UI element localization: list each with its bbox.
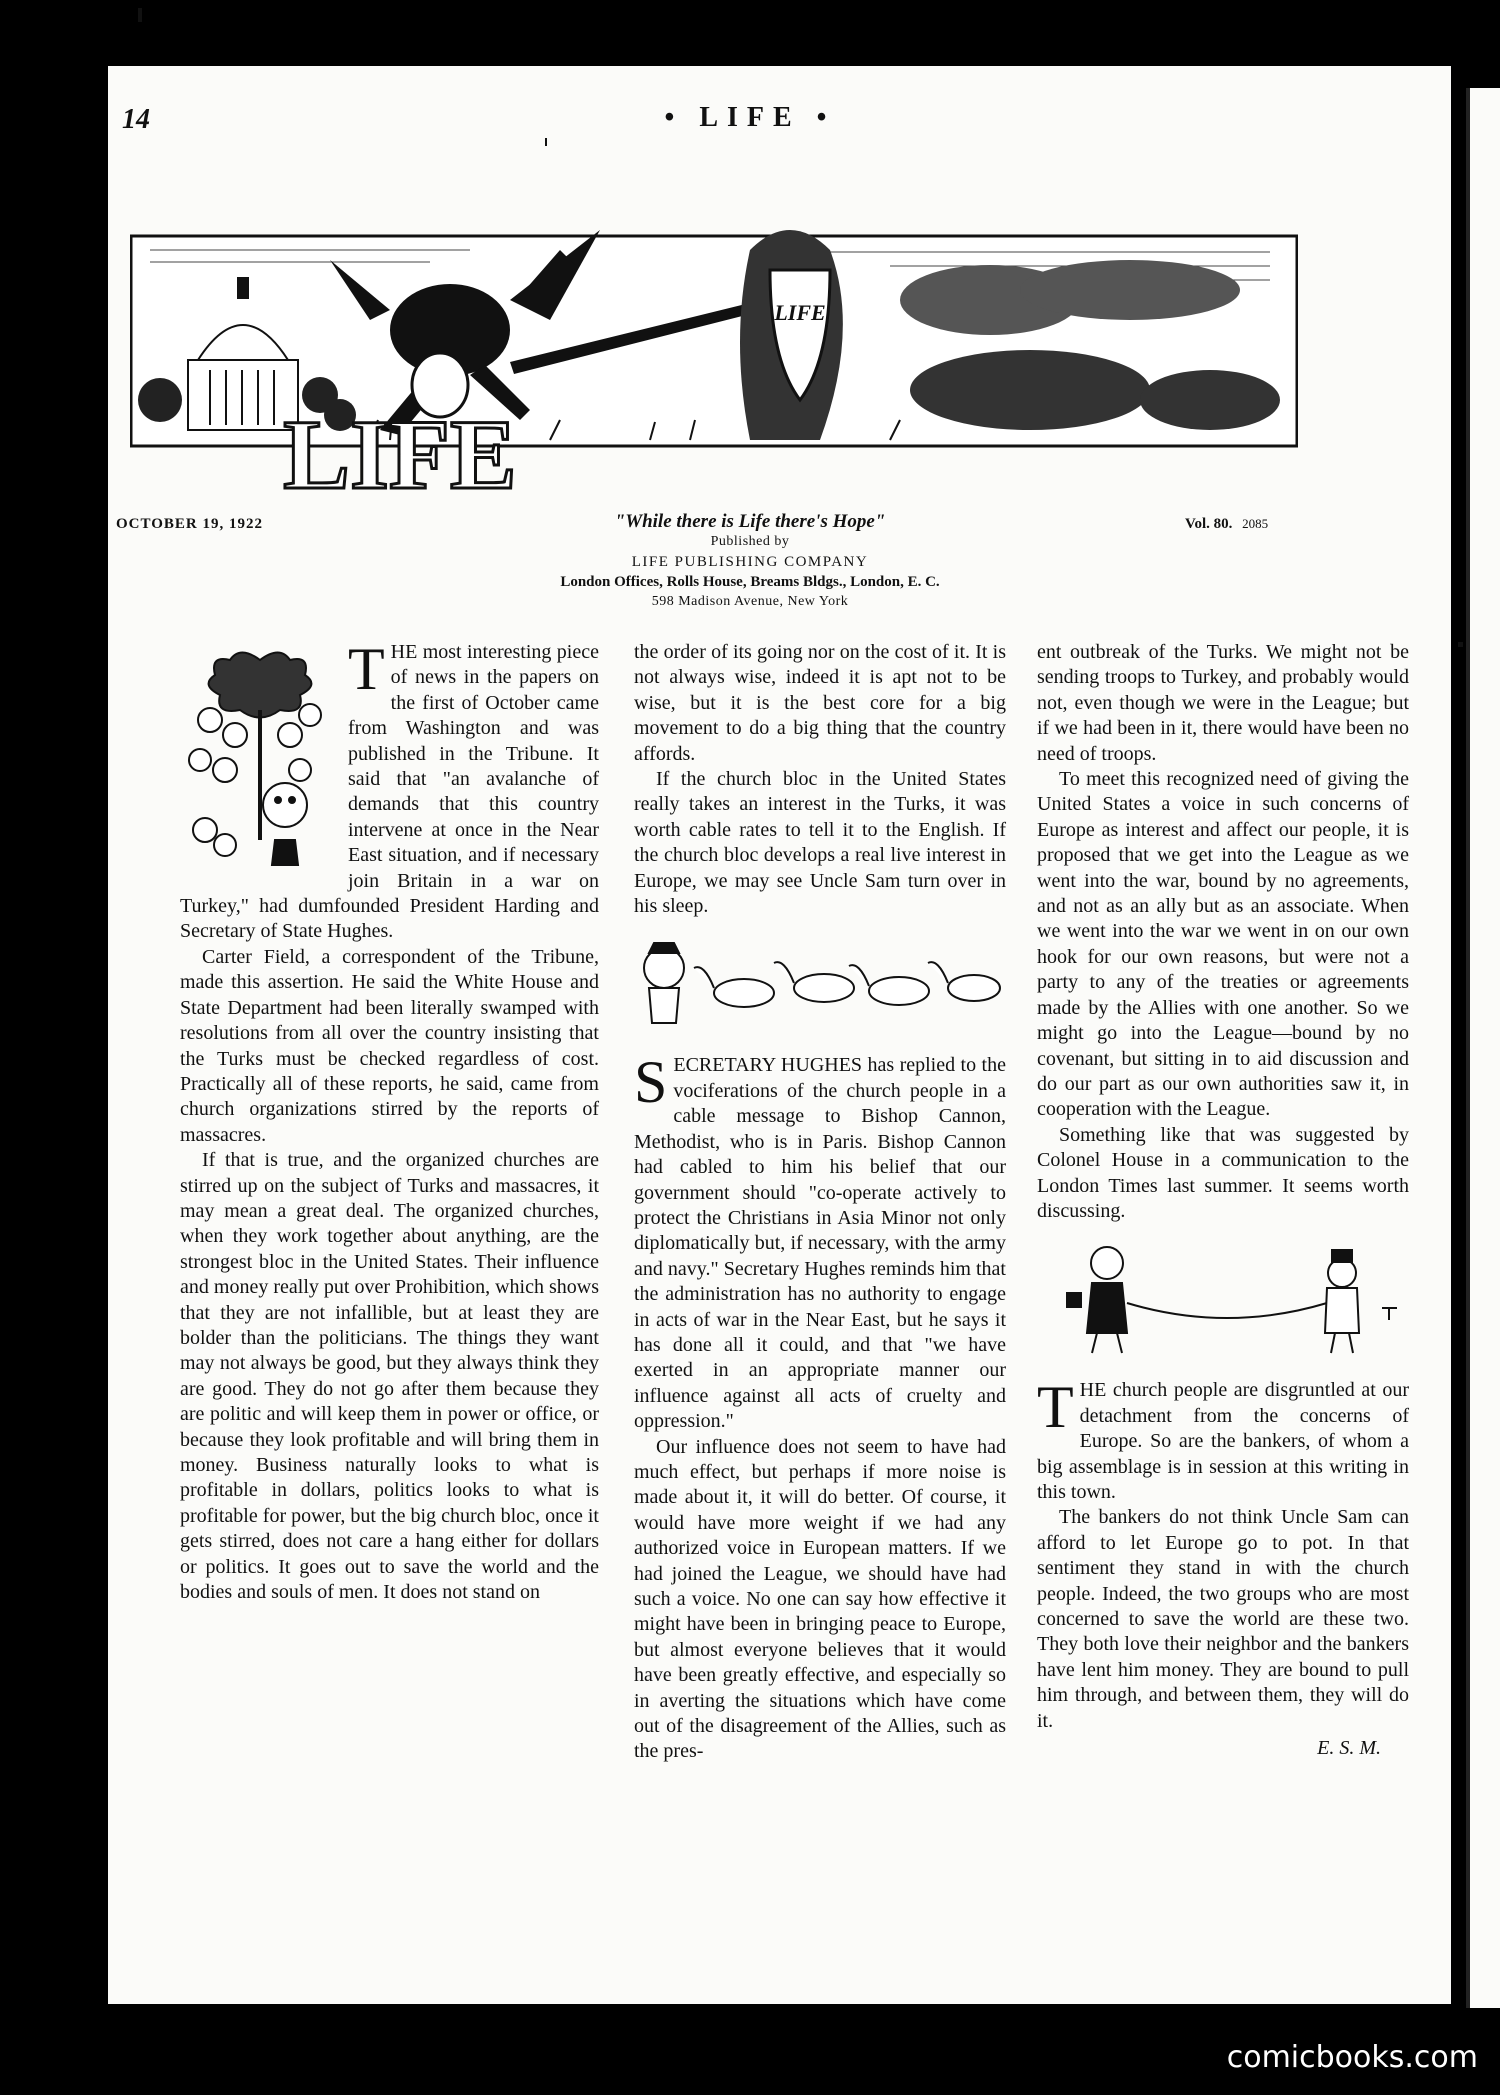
article-column-2 [634,640,1006,1765]
watermark: comicbooks.com [1226,2040,1478,2075]
paragraph: the order of its going nor on the cost of it. It is not always wise, indeed it is apt not to be wise, but it is the best core for a big movement to do a big thing that the country affords. [634,641,1006,765]
shield-label: LIFE [774,300,826,325]
published-by: Published by [710,534,790,549]
motto: "While there is Life there's Hope" [614,511,886,532]
publisher-name: LIFE PUBLISHING COMPANY [631,554,869,570]
boy-apple-tree-illustration [180,640,340,870]
issue-number: 2085 [1242,516,1269,531]
scan-speck [1458,642,1463,647]
adjacent-page-edge [1466,88,1500,2008]
new-york-address: 598 Madison Avenue, New York [651,594,849,609]
paragraph: To meet this recognized need of giving the United States a voice in such concerns of Europe as interest and affect our people, it is proposed that we get into the League as we went into the war, bound by no agreements, and not as an ally but as an associate. When we went into the war we went in on our own hook for our own reasons, but were not a party to any of the treaties or agreements made by the Allies with one another. So we might go into the League—bound by no covenant, but sitting in to aid discussion and do our part as our own authorities saw it, in cooperation with the League. [1037,768,1409,1121]
volume-label: Vol. 80. [1185,516,1233,532]
paragraph: HE church people are disgruntled at our detachment from the concerns of Europe. So are the bankers, of whom a big assemblage is in session at this writing in this town. [1037,1379,1409,1503]
scan-speck [138,8,142,22]
paragraph: If the church bloc in the United States really takes an interest in the Turks, it was worth cable rates to tell it to the English. If the church bloc develops a real live interest in Europe, we may see Uncle Sam turn over in his sleep. [634,768,1006,918]
drop-cap: T [348,636,385,702]
masthead-center [0,512,1500,612]
drop-cap: S [634,1049,668,1116]
knight-figure [740,230,843,440]
article-column-3 [1037,640,1409,1761]
paragraph: Our influence does not seem to have had much effect, but perhaps if more noise is made about it, it will do better. Of course, it would have more weight if we had any authorized voice in European matters. If we had joined the League, we should have had such a voice. No one can say how effective it might have been in bringing peace to Europe, but almost everyone believes that it would have been greatly effective, and especially so in averting the situations which have come out of the disagreement of the Allies, such as the pres- [634,1435,1006,1763]
running-title: • LIFE • [664,102,836,133]
drop-cap: T [1037,1374,1074,1441]
goose-procession-illustration [634,933,1006,1033]
author-signature: E. S. M. [1317,1737,1381,1760]
scan-speck [545,138,547,146]
telephone-figures-illustration [1037,1238,1409,1358]
paragraph: ent outbreak of the Turks. We might not be sending troops to Turkey, and probably would not, even though we were in the League; but if we had been in it, there would have been no need of troops. [1037,641,1409,765]
paragraph: HE most interesting piece of news in the papers on the first of October came from Washington and was published in the Tribune. It said that "an avalanche of demands that this country intervene at once in the Near East situation, and if necessary join Britain in a war on Turkey," had dumfounded President Harding and Secretary of State Hughes. [180,641,599,943]
page-number: 14 [122,104,150,135]
paragraph: Something like that was suggested by Colonel House in a communication to the London Times last summer. It seems worth discussing. [1037,1123,1409,1222]
life-banner-illustration [130,170,1298,516]
paragraph: The bankers do not think Uncle Sam can afford to let Europe go to pot. In that sentiment they stand in with the church people. Indeed, the two groups who are most concerned to save the world are these two. They both love their neighbor and the bankers have lent him money. They are bound to pull him through, and between them, they will do it. [1037,1506,1409,1732]
issue-date: OCTOBER 19, 1922 [116,516,263,532]
life-logo: LIFE [283,399,517,510]
paragraph: Carter Field, a correspondent of the Tribune, made this assertion. He said the White House and State Department had been literally swamped with resolutions from all over the country insisting that the Turks must be checked regardless of cost. Practically all of these reports, he said, came from church organizations stirred by the reports of massacres. [180,945,599,1146]
paragraph: ECRETARY HUGHES has replied to the vociferations of the church people in a cable message to Bishop Cannon, Methodist, who is in Paris. Bishop Cannon had cabled to him his belief that our government should "co-operate actively to protect the Christians in Asia Minor not only diplomatically but, if necessary, with the army and navy." Secretary Hughes reminds him that the administration has no authority to engage in acts of war in the Near East, but he says it has done all it could, and that "we have exerted in an appropriate manner our influence against all acts of cruelty and oppression." [634,1054,1006,1433]
article-column-1 [180,636,599,1605]
london-address: London Offices, Rolls House, Breams Bldgs., London, E. C. [560,574,940,590]
paragraph: If that is true, and the organized churches are stirred up on the subject of Turks and massacres, it may mean a great deal. The organized churches, when they work together about anything, are the strongest bloc in the United States. Their influence and money really put over Prohibition, which shows that they are not infallible, but at least they are bolder than the politicians. The things they want may not always be good, but they always think they are good. They do not go after them because they are politic and will keep them in power or office, or because they look profitable and will bring them in money. Business naturally looks to what is profitable in dollars, politics looks to what is profitable for power, but the big church bloc, once it gets stirred, does not care a hang either for dollars or politics. It goes out to save the world and the bodies and souls of men. It does not stand on [180,1149,599,1604]
